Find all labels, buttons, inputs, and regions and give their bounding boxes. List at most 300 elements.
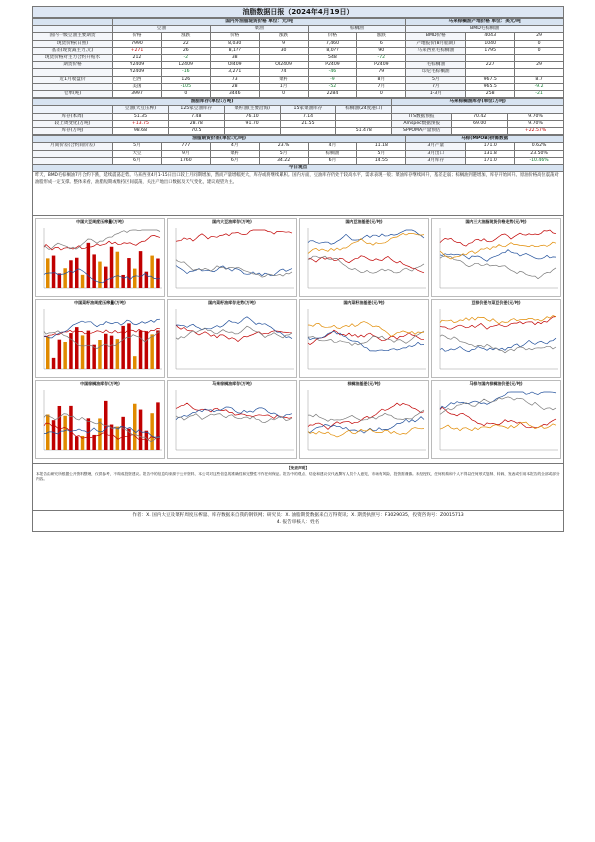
price-cell: -52 — [308, 83, 357, 90]
origin-label: 1-3月 — [406, 91, 466, 98]
origin-value: 1795 — [466, 47, 515, 54]
chart-bar — [92, 345, 96, 369]
price-cell: -46 — [308, 69, 357, 76]
inventory-row — [33, 113, 564, 120]
price-cell: OI409 — [210, 62, 259, 69]
palm-inv-label: SPPOMA产量预估 — [392, 128, 452, 135]
spread-cell: 大豆 — [113, 150, 162, 157]
chart-title: 马来棕榈油库存(万吨) — [212, 381, 252, 387]
price-cell: 巴西 — [113, 76, 162, 83]
price-cell: 0 — [259, 91, 308, 98]
price-cell: -16 — [161, 69, 210, 76]
chart-plot — [170, 226, 296, 294]
price-cell: 126 — [161, 76, 210, 83]
footer-line2: 4. 报告审核人：姓名 — [276, 519, 320, 525]
price-cell: 8月 — [357, 76, 406, 83]
chart-line — [308, 230, 424, 244]
price-cell: 1月 — [259, 83, 308, 90]
chart-title: 国内菜籽油基差(元/吨) — [343, 300, 385, 306]
chart-bar — [139, 251, 143, 288]
mpob-label: 3月出口 — [406, 150, 466, 157]
origin-value — [466, 55, 515, 62]
origin-label: 印尼毛棕榈油 — [406, 69, 466, 76]
chart-bar — [63, 269, 67, 289]
chart-bar — [110, 336, 114, 369]
price-cell: 8,030 — [210, 40, 259, 47]
chart-title: 豆棕价差与菜豆价差(元/吨) — [471, 300, 521, 306]
chart-bar — [52, 256, 56, 288]
chart-line — [44, 319, 160, 338]
spread-cell: 9月 — [161, 150, 210, 157]
chart-line — [440, 392, 556, 409]
origin-label: 马来西亚毛棕榈油 — [406, 47, 466, 54]
mpob-label: 3月库存 — [406, 157, 466, 164]
inventory-cell: 76.10 — [224, 113, 280, 120]
chart-bar — [139, 331, 143, 370]
inventory-cell — [224, 128, 280, 135]
chart-line — [176, 230, 292, 241]
section-inventory: 油脂库存(单位:万吨) — [33, 99, 392, 106]
chart-bar — [98, 262, 102, 288]
section-palm-inventory: 马来棕榈油库存(单位:万吨) — [392, 99, 564, 106]
origin-value: 965.5 — [466, 83, 515, 90]
origin-change: -21 — [515, 91, 564, 98]
chart-bar — [81, 336, 85, 370]
chart-bar — [156, 259, 160, 288]
chart-line — [44, 230, 160, 250]
chart-line — [176, 266, 292, 276]
price-cell: 2284 — [308, 91, 357, 98]
chart-bar — [69, 406, 73, 450]
inv-col: 15家菜油库存 — [280, 106, 336, 113]
inventory-cell: 21.55 — [280, 120, 336, 127]
commentary-text: 昨天，BMD毛棕榈油7月合约下跌，延续震荡走势。马来西亚4月1-15日出口较上月同期增加，然而产量增幅更大，库存或将继续累积。国内方面，豆油库存仍处于较高水平，需求表现一般；菜油库存继续回升，基差走弱；棕榈油到港增加，库存开始回升。原油价格高位震荡对油脂形成一定支撑。整体来看，油脂短期或维持区间震荡，关注产地出口数据及天气变化，建议观望为主。 — [32, 172, 564, 216]
origin-value: 4043 — [466, 33, 515, 40]
col-soyoil: 豆油 — [113, 26, 211, 33]
chart-line — [440, 408, 556, 429]
chart-line — [440, 230, 556, 246]
chart-line — [308, 234, 424, 254]
inventory-cell: 51.35 — [113, 113, 169, 120]
spread-row — [33, 150, 564, 157]
row-label: 现货价格对主力合约升贴水 — [33, 55, 113, 62]
palm-inv-value: 70.42 — [452, 113, 508, 120]
spread-cell: 5月 — [357, 150, 406, 157]
chart-plot — [170, 307, 296, 375]
origin-change: -9.2 — [515, 83, 564, 90]
price-unit: 单位：元/吨 — [268, 19, 293, 24]
inventory-cell: 91.70 — [224, 120, 280, 127]
origin-label: BMD价格 — [406, 33, 466, 40]
spread-cell: 5月 — [259, 150, 308, 157]
chart-line — [44, 414, 160, 442]
inventory-cell: 98.68 — [113, 128, 169, 135]
price-row — [33, 40, 564, 47]
spread-cell: 6月 — [113, 157, 162, 164]
price-cell: 79 — [357, 69, 406, 76]
chart-bar — [110, 247, 114, 288]
chart-bar — [87, 243, 91, 288]
chart-line — [308, 331, 424, 345]
chart-bar — [63, 416, 67, 450]
price-cell: Y2409 — [113, 69, 162, 76]
origin-label — [406, 55, 466, 62]
origin-change: 29 — [515, 33, 564, 40]
origin-change: 0 — [515, 47, 564, 54]
chart-bar — [145, 431, 149, 450]
inv-col: 豆油(大豆压榨) — [113, 106, 169, 113]
mpob-label: 3月产量 — [406, 143, 466, 150]
origin-value: 227 — [466, 62, 515, 69]
chart-plot — [38, 388, 164, 456]
price-cell: 7990 — [113, 40, 162, 47]
chart-bar — [133, 356, 137, 369]
chart-bar — [156, 331, 160, 370]
row-label: 仓单(吨) — [33, 91, 113, 98]
price-cell: -9 — [308, 76, 357, 83]
spread-row — [33, 143, 564, 150]
price-cell: 涨跌 — [357, 33, 406, 40]
chart-line — [44, 236, 160, 251]
row-label — [33, 83, 113, 90]
price-cell: 8,1?? — [210, 47, 259, 54]
col-rapeoil: 菜油 — [210, 26, 308, 33]
price-cell: OI2409 — [259, 62, 308, 69]
inv-col: 棕榈油(24度港口) — [336, 106, 392, 113]
chart-title: 国内大豆油库存(万吨) — [212, 219, 252, 225]
inventory-row — [33, 120, 564, 127]
inventory-table — [32, 98, 564, 135]
price-cell: +271 — [113, 47, 162, 54]
disclaimer-title: 【免责声明】 — [286, 466, 310, 471]
row-label: 国内一级豆油主要期货 — [33, 33, 113, 40]
spread-cell: 777 — [161, 143, 210, 150]
origin-label: 5月 — [406, 76, 466, 83]
chart-line — [440, 242, 556, 259]
chart-panel — [299, 380, 429, 459]
chart-plot — [38, 307, 164, 375]
chart-panel — [35, 380, 165, 459]
price-row — [33, 55, 564, 62]
chart-bar — [58, 340, 62, 369]
price-cell: 3446 — [210, 91, 259, 98]
chart-line — [176, 403, 292, 418]
chart-bar — [156, 403, 160, 451]
inventory-cell: 70.5 — [168, 128, 224, 135]
price-cell: Y2409 — [113, 62, 162, 69]
price-cell: 价格 — [113, 33, 162, 40]
origin-label: 7月 — [406, 83, 466, 90]
header-table — [32, 6, 564, 18]
chart-title: 国内三大油脂现货价格走势(元/吨) — [465, 219, 527, 225]
palm-inv-change: 9.70% — [508, 120, 564, 127]
chart-bar — [127, 258, 131, 288]
palm-inv-change: 9.70% — [508, 113, 564, 120]
chart-bar — [63, 342, 67, 369]
inventory-body — [33, 113, 564, 135]
spread-cell: 1760 — [161, 157, 210, 164]
palm-inv-label: Amspec数据预报 — [392, 120, 452, 127]
price-cell: 涨跌 — [259, 33, 308, 40]
price-table — [32, 18, 564, 98]
price-cell: 7,460 — [308, 40, 357, 47]
chart-bar — [104, 267, 108, 288]
mpob-value: 171.0 — [466, 157, 515, 164]
chart-bar — [52, 358, 56, 369]
origin-value: 258 — [466, 91, 515, 98]
inv-col: 菜籽油(主要沿海) — [224, 106, 280, 113]
inv-col: 125家豆油库存 — [168, 106, 224, 113]
spread-cell: 11.18 — [357, 143, 406, 150]
section-spread: 油脂期货价差(单位:元/吨) — [33, 136, 406, 143]
spread-cell: 34.22 — [259, 157, 308, 164]
chart-bar — [81, 275, 85, 288]
chart-bar — [46, 337, 50, 370]
row-label: 库存(万吨) — [33, 128, 113, 135]
chart-title: 棕榈油基差(元/吨) — [347, 381, 381, 387]
origin-change — [515, 69, 564, 76]
price-body — [33, 33, 564, 98]
spread-cell: 6月 — [210, 157, 259, 164]
origin-unit: 单位：美元/吨 — [491, 19, 521, 24]
chart-panel — [299, 299, 429, 378]
price-cell: -2 — [161, 55, 210, 62]
inventory-row — [33, 128, 564, 135]
price-cell: 28 — [210, 83, 259, 90]
chart-bar — [58, 406, 62, 450]
chart-bar — [150, 256, 154, 288]
origin-value: 1040 — [466, 40, 515, 47]
chart-bar — [69, 261, 73, 289]
origin-change: 0 — [515, 40, 564, 47]
chart-bar — [87, 419, 91, 451]
price-cell: -105 — [161, 83, 210, 90]
chart-panel — [167, 299, 297, 378]
price-cell: 3997 — [113, 91, 162, 98]
chart-bar — [145, 331, 149, 369]
origin-change: 29 — [515, 62, 564, 69]
chart-bar — [92, 255, 96, 289]
chart-line — [308, 403, 424, 429]
chart-bar — [116, 252, 120, 288]
chart-line — [176, 326, 292, 339]
chart-title: 中国菜籽油周度压榨量(万吨) — [74, 300, 126, 306]
chart-line — [440, 256, 556, 279]
chart-title: 马棕与国内棕榈油价差(元/吨) — [469, 381, 523, 387]
row-label: 期货价格 — [33, 62, 113, 69]
inventory-cell: 7.14 — [280, 113, 336, 120]
chart-panel — [299, 218, 429, 297]
price-cell: 菜籽 — [259, 76, 308, 83]
price-cell: 涨跌 — [161, 33, 210, 40]
spread-cell: 23.% — [259, 143, 308, 150]
spread-body — [33, 143, 564, 165]
origin-value — [466, 69, 515, 76]
price-cell: P2409 — [308, 62, 357, 69]
chart-plot — [170, 388, 296, 456]
price-cell: 74 — [259, 69, 308, 76]
chart-plot — [302, 226, 428, 294]
price-cell: 30 — [259, 47, 308, 54]
mpob-change: 23.50% — [515, 150, 564, 157]
chart-title: 中国大豆周度压榨量(万吨) — [76, 219, 124, 225]
chart-bar — [133, 269, 137, 288]
price-row — [33, 33, 564, 40]
chart-line — [44, 331, 160, 349]
chart-panel — [35, 218, 165, 297]
price-cell: 73 — [210, 76, 259, 83]
commentary-title: 今日观点 — [33, 165, 564, 172]
chart-title: 国内豆油基差(元/吨) — [345, 219, 383, 225]
palm-inv-change: +22.57% — [508, 128, 564, 135]
origin-label: 毛棕榈油 — [406, 62, 466, 69]
chart-line — [440, 397, 556, 415]
row-label: 较上周变化(万吨) — [33, 120, 113, 127]
spread-table — [32, 135, 564, 172]
chart-bar — [58, 274, 62, 289]
col-palmoil: 棕榈油 — [308, 26, 406, 33]
spread-row — [33, 157, 564, 164]
chart-bar — [133, 404, 137, 450]
price-cell: 8,0?? — [308, 47, 357, 54]
row-label — [33, 157, 113, 164]
chart-bar — [75, 258, 79, 288]
origin-change — [515, 55, 564, 62]
price-cell: 6 — [357, 40, 406, 47]
chart-plot — [302, 307, 428, 375]
section-soy-board: BMD毛棕榈油 — [406, 26, 564, 33]
row-label — [33, 150, 113, 157]
price-cell: 7月 — [357, 83, 406, 90]
chart-bar — [145, 272, 149, 288]
palm-inv-value — [452, 128, 508, 135]
chart-plot — [434, 226, 560, 294]
inventory-cell: 7.48 — [168, 113, 224, 120]
price-cell: 3,271 — [210, 69, 259, 76]
section-prices: 国内外油脂现货价格 — [225, 19, 267, 24]
chart-bar — [104, 334, 108, 369]
row-label: 现货价格(日照) — [33, 40, 113, 47]
chart-line — [308, 256, 424, 273]
mpob-change: -10.46% — [515, 157, 564, 164]
price-cell: 22 — [161, 40, 210, 47]
section-palm-origin: 马来棕榈油产地价格 — [448, 19, 490, 24]
spread-cell: 4月 — [308, 143, 357, 150]
chart-line — [440, 250, 556, 262]
spread-cell: 6月 — [308, 157, 357, 164]
chart-panel — [431, 218, 561, 297]
price-row — [33, 69, 564, 76]
chart-plot — [302, 388, 428, 456]
spread-cell: 棕榈油 — [308, 150, 357, 157]
spread-cell: 菜籽 — [210, 150, 259, 157]
price-cell: 38 — [210, 55, 259, 62]
price-cell: L2409 — [161, 62, 210, 69]
mpob-change: 0.62% — [515, 143, 564, 150]
spread-cell: 5月 — [113, 143, 162, 150]
footer — [32, 511, 564, 532]
price-cell: 0 — [161, 91, 210, 98]
chart-title: 中国棕榈油库存(万吨) — [80, 381, 120, 387]
chart-line — [176, 317, 292, 339]
chart-plot — [434, 307, 560, 375]
price-cell: 212 — [113, 55, 162, 62]
price-cell: 价格 — [308, 33, 357, 40]
row-label: 近1月收盘价 — [33, 76, 113, 83]
chart-line — [44, 269, 160, 283]
chart-bar — [75, 437, 79, 450]
inventory-cell — [336, 120, 392, 127]
price-row — [33, 91, 564, 98]
chart-panel — [431, 299, 561, 378]
price-cell: 价格 — [210, 33, 259, 40]
disclaimer-text: 本报告由研究所根据公开资料整理，仅供参考，不构成投资建议。报告中的信息均来源于公开资料，本公司对这些信息的准确性和完整性不作任何保证。报告中的观点、结论和建议仅代表撰写人员个人意见，市场有风险，投资需谨慎。未经授权，任何机构和个人不得以任何形式复制、转载、发表或引用本报告的全部或部分内容。 — [36, 471, 560, 481]
spread-cell: 14.55 — [357, 157, 406, 164]
section-mpob: 马棕(MPOB)供需数据 — [406, 136, 564, 143]
chart-bar — [121, 417, 125, 450]
price-cell — [259, 55, 308, 62]
inventory-cell: 28.78 — [168, 120, 224, 127]
chart-panel — [431, 380, 561, 459]
chart-bar — [52, 420, 56, 450]
price-row — [33, 76, 564, 83]
footer-line1: 作者：X. 国内大豆及菜籽周度压榨量、库存数据来自我的钢铁网；研究员：X. 油脂期货数据来自万得资讯；X. 期货执照号：F3029035，投资咨询号：Z0015713 — [132, 513, 464, 519]
chart-plot — [38, 226, 164, 294]
price-cell: 90 — [357, 47, 406, 54]
origin-value: 967.5 — [466, 76, 515, 83]
chart-panel — [35, 299, 165, 378]
chart-line — [44, 329, 160, 337]
disclaimer — [32, 464, 564, 511]
price-row — [33, 47, 564, 54]
mpob-value: 131.8 — [466, 150, 515, 157]
inventory-cell: +13.75 — [113, 120, 169, 127]
inventory-cell: 51.478 — [336, 128, 392, 135]
price-row — [33, 62, 564, 69]
chart-line — [440, 422, 556, 431]
row-label — [33, 69, 113, 76]
price-cell: P2409 — [357, 62, 406, 69]
chart-grid — [32, 216, 564, 464]
origin-change: 8.7 — [515, 76, 564, 83]
chart-title: 国内菜籽油库存走势(万吨) — [208, 300, 256, 306]
chart-bar — [150, 335, 154, 370]
inventory-cell — [280, 128, 336, 135]
spread-cell: 4月 — [210, 143, 259, 150]
report-title: 油脂数据日报（2024年4月19日） — [33, 7, 564, 18]
price-cell: -72 — [357, 55, 406, 62]
palm-inv-value: 69.00 — [452, 120, 508, 127]
origin-label: 产地报价(8月船期) — [406, 40, 466, 47]
chart-plot — [434, 388, 560, 456]
mpob-value: 171.0 — [466, 143, 515, 150]
report-page — [32, 6, 564, 532]
price-row — [33, 83, 564, 90]
price-cell: 9 — [259, 40, 308, 47]
palm-inv-label: ITS数据预报 — [392, 113, 452, 120]
inventory-cell — [336, 113, 392, 120]
chart-line — [440, 335, 556, 353]
row-label: 月间价差(合约间价差) — [33, 143, 113, 150]
chart-line — [44, 426, 160, 437]
chart-line — [308, 428, 424, 437]
chart-bar — [87, 331, 91, 369]
price-cell: 美国 — [113, 83, 162, 90]
price-cell: 0 — [357, 91, 406, 98]
chart-bar — [150, 413, 154, 450]
price-cell: 548 — [308, 55, 357, 62]
row-label: 基差(现货减主力,元) — [33, 47, 113, 54]
